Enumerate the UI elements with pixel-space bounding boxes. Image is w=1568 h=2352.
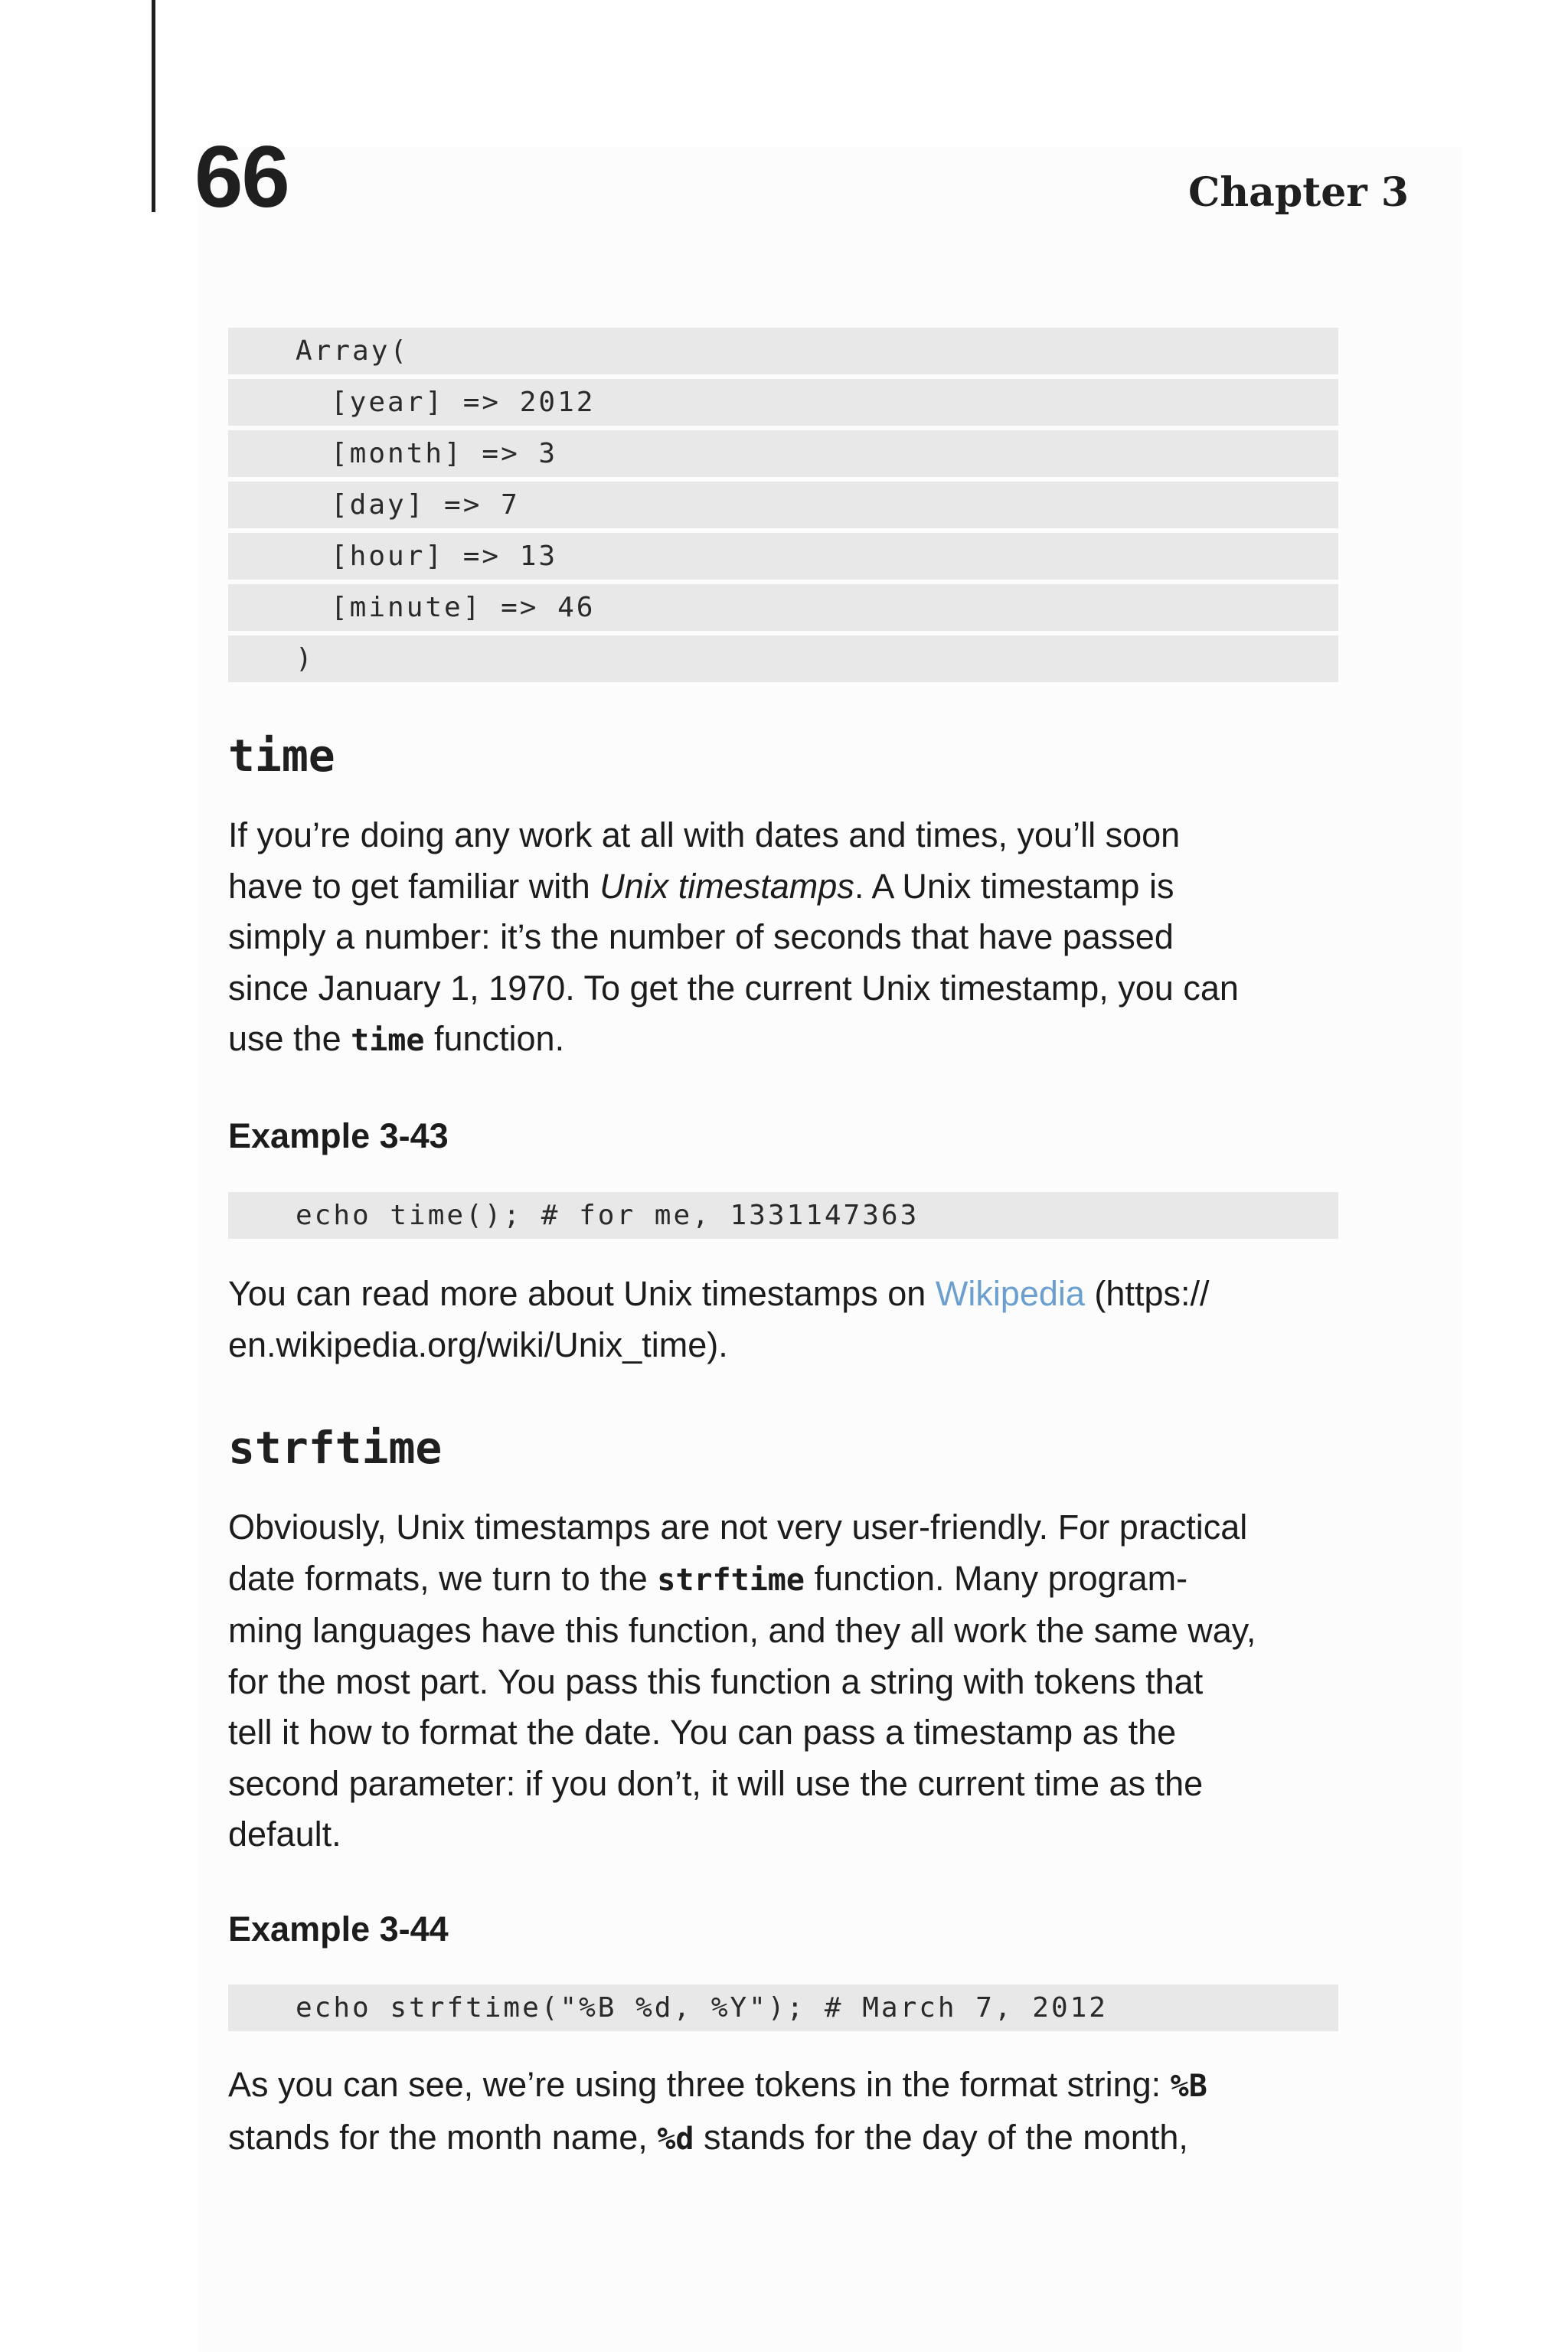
text-line: If you’re doing any work at all with dates and times, you’ll soon xyxy=(228,815,1181,854)
text-line xyxy=(228,861,1346,913)
text-run: function. xyxy=(424,1019,565,1058)
chapter-label: Chapter 3 xyxy=(1187,169,1409,216)
text-line: since January 1, 1970. To get the current Unix timestamp, you can xyxy=(228,968,1239,1008)
example-label-3-44: Example 3-44 xyxy=(228,1909,449,1949)
text-run: date formats, we turn to the xyxy=(228,1558,658,1598)
text-run: stands for the month name, xyxy=(228,2117,658,2157)
code-line: Array( xyxy=(228,328,1338,374)
text-line xyxy=(228,2060,1346,2112)
paragraph-time-intro xyxy=(228,810,1346,1067)
text-run: function. Many program- xyxy=(804,1558,1188,1598)
inline-code: strftime xyxy=(657,1562,805,1598)
text-run: use the xyxy=(228,1019,351,1058)
text-line: tell it how to format the date. You can pass a timestamp as the xyxy=(228,1713,1177,1752)
code-line: [minute] => 46 xyxy=(228,584,1338,631)
text-run: As you can see, we’re using three tokens in the format string: xyxy=(228,2065,1171,2104)
text-line xyxy=(228,1553,1346,1606)
text-run: have to get familiar with xyxy=(228,866,600,906)
code-block-example-3-43 xyxy=(228,1192,1338,1239)
example-label-3-43: Example 3-43 xyxy=(228,1116,449,1155)
inline-code: %d xyxy=(657,2121,694,2157)
emphasis-text: Unix timestamps xyxy=(599,866,854,906)
paragraph-tokens xyxy=(228,2060,1346,2164)
margin-rule xyxy=(152,0,155,212)
code-block-example-3-44 xyxy=(228,1984,1338,2031)
inline-code: %B xyxy=(1170,2069,1207,2104)
wikipedia-link[interactable]: Wikipedia xyxy=(935,1274,1085,1313)
text-line xyxy=(228,1269,1346,1320)
text-line: ming languages have this function, and they all work the same way, xyxy=(228,1611,1256,1650)
text-line xyxy=(228,2112,1346,2165)
text-line: Obviously, Unix timestamps are not very user-friendly. For practical xyxy=(228,1508,1248,1547)
code-line: [hour] => 13 xyxy=(228,533,1338,580)
text-run: . A Unix timestamp is xyxy=(854,866,1174,906)
code-line: ) xyxy=(228,635,1338,682)
paragraph-wikipedia xyxy=(228,1269,1346,1370)
code-line: echo time(); # for me, 1331147363 xyxy=(228,1192,1338,1239)
code-line: [year] => 2012 xyxy=(228,379,1338,426)
section-heading-time: time xyxy=(228,730,335,782)
text-line: default. xyxy=(228,1815,341,1854)
text-line: en.wikipedia.org/wiki/Unix_time). xyxy=(228,1325,728,1364)
text-line xyxy=(228,1014,1346,1067)
code-line: [month] => 3 xyxy=(228,430,1338,477)
section-heading-strftime: strftime xyxy=(228,1422,443,1474)
code-line: echo strftime("%B %d, %Y"); # March 7, 2012 xyxy=(228,1984,1338,2031)
text-run: You can read more about Unix timestamps on xyxy=(228,1274,936,1313)
text-line: second parameter: if you don’t, it will use the current time as the xyxy=(228,1763,1204,1803)
text-line: for the most part. You pass this function a string with tokens that xyxy=(228,1661,1204,1701)
text-run: stands for the day of the month, xyxy=(694,2117,1188,2157)
text-line: simply a number: it’s the number of seconds that have passed xyxy=(228,917,1174,956)
code-block-array xyxy=(228,328,1338,682)
paragraph-strftime-intro xyxy=(228,1502,1346,1860)
code-line: [day] => 7 xyxy=(228,482,1338,528)
page-number: 66 xyxy=(194,129,289,226)
inline-code: time xyxy=(351,1023,425,1058)
text-run: (https:// xyxy=(1084,1274,1210,1313)
